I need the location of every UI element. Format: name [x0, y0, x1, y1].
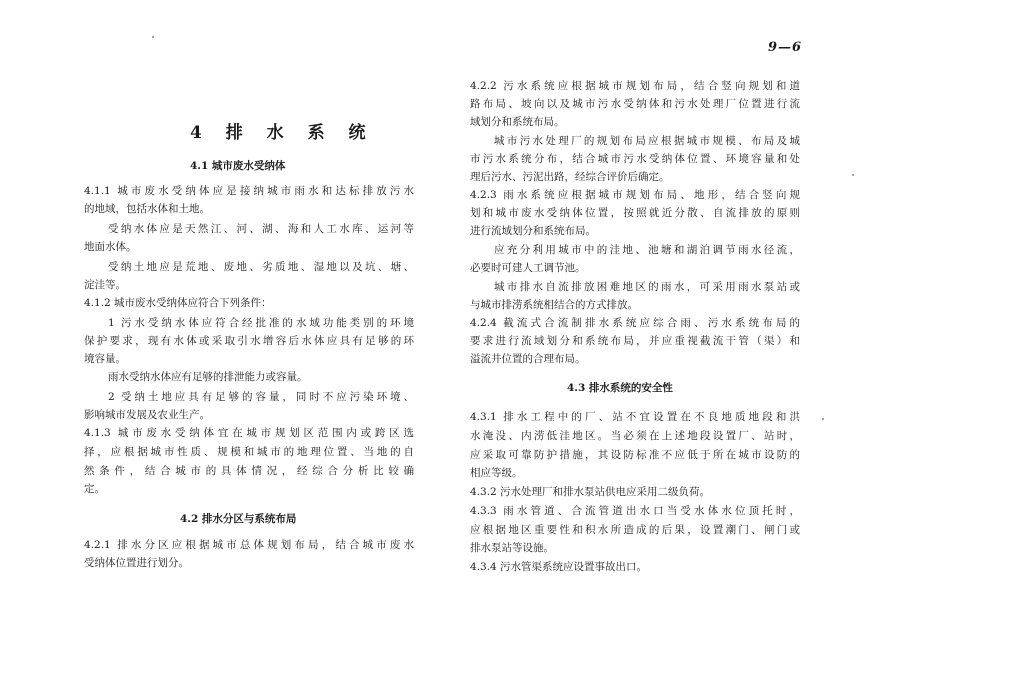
paragraph-line: 应采取可靠防护措施，其设防标准不应低于所在城市设防的: [470, 449, 800, 461]
clause-4-2-2-line-1: 4.2.2 污水系统应根据城市规划布局，结合竖向规划和道: [470, 80, 800, 92]
paragraph-line: 域划分和系统布局。: [470, 116, 565, 128]
paragraph-line: 相应等级。: [470, 467, 523, 479]
paragraph-line: 溢流井位置的合理布局。: [470, 353, 586, 365]
paragraph-line: 受纳土地应是荒地、废地、劣质地、湿地以及坑、塘、: [108, 261, 414, 273]
paragraph-line: 必要时可建人工调节池。: [470, 262, 586, 274]
paragraph-line: 与城市排涝系统相结合的方式排放。: [470, 299, 638, 311]
paragraph-line: 淀洼等。: [84, 279, 126, 291]
paragraph-line: 1 污水受纳水体应符合经批准的水域功能类别的环境: [108, 317, 414, 329]
page-number: 9—6: [768, 40, 803, 55]
clause-4-2-1-line-2: 受纳体位置进行划分。: [84, 557, 189, 569]
chapter-title: 4 排 水 系 统: [190, 123, 375, 143]
clause-4-2-1-line-1: 4.2.1 排水分区应根据城市总体规划布局，结合城市废水: [84, 539, 414, 551]
clause-4-3-1-line-1: 4.3.1 排水工程中的厂、站不宜设置在不良地质地段和洪: [470, 411, 800, 423]
paragraph-line: 要求进行流域划分和系统布局，并应重视截流干管（渠）和: [470, 335, 800, 347]
paragraph-line: 境容量。: [84, 353, 126, 365]
paragraph-line: 市污水系统分布，结合城市污水受纳体位置、环境容量和处: [470, 153, 800, 165]
clause-4-2-4-line-1: 4.2.4 截流式合流制排水系统应综合雨、污水系统布局的: [470, 317, 800, 329]
clause-4-1-3-line-1: 4.1.3 城市废水受纳体宜在城市规划区范围内或跨区选: [84, 427, 414, 439]
paragraph-line: 路布局、坡向以及城市污水受纳体和污水处理厂位置进行流: [470, 98, 800, 110]
paragraph-line: 理后污水、污泥出路，经综合评价后确定。: [470, 171, 670, 183]
section-heading-4-2: 4.2 排水分区与系统布局: [180, 513, 297, 525]
clause-4-2-3-line-1: 4.2.3 雨水系统应根据城市规划布局、地形，结合竖向规: [470, 189, 800, 201]
paragraph-line: 应充分利用城市中的洼地、池塘和湖泊调节雨水径流，: [494, 244, 800, 256]
scan-speck: [852, 174, 854, 176]
paragraph-line: 定。: [84, 483, 105, 495]
clause-4-1-2-line-1: 4.1.2 城市废水受纳体应符合下列条件：: [84, 297, 272, 309]
paragraph-line: 影响城市发展及农业生产。: [84, 409, 210, 421]
paragraph-line: 水淹没、内涝低洼地区。当必须在上述地段设置厂、站时，: [470, 430, 800, 442]
paragraph-line: 排水泵站等设施。: [470, 542, 554, 554]
paragraph-line: 划和城市废水受纳体位置，按照就近分散、自流排放的原则: [470, 207, 800, 219]
paragraph-line: 城市排水自流排放困难地区的雨水，可采用雨水泵站或: [494, 281, 800, 293]
paragraph-line: 地面水体。: [84, 241, 137, 253]
scan-speck: [152, 36, 154, 38]
paragraph-line: 受纳水体应是天然江、河、湖、海和人工水库、运河等: [108, 223, 414, 235]
clause-4-1-1-line-1: 4.1.1 城市废水受纳体应是接纳城市雨水和达标排放污水: [84, 185, 414, 197]
scan-speck: [822, 418, 824, 420]
clause-4-1-1-line-2: 的地域，包括水体和土地。: [84, 203, 210, 215]
paragraph-line: 2 受纳土地应具有足够的容量，同时不应污染环境、: [108, 391, 414, 403]
clause-4-3-2-line-1: 4.3.2 污水处理厂和排水泵站供电应采用二级负荷。: [470, 486, 711, 498]
clause-4-3-3-line-1: 4.3.3 雨水管道、合流管道出水口当受水体水位顶托时，: [470, 505, 800, 517]
paragraph-line: 雨水受纳水体应有足够的排泄能力或容量。: [108, 371, 308, 383]
paragraph-line: 应根据地区重要性和积水所造成的后果，设置潮门、闸门或: [470, 524, 800, 536]
section-heading-4-3: 4.3 排水系统的安全性: [567, 382, 673, 394]
section-heading-4-1: 4.1 城市废水受纳体: [190, 160, 286, 172]
paragraph-line: 城市污水处理厂的规划布局应根据城市规模、布局及城: [494, 135, 800, 147]
paragraph-line: 择，应根据城市性质、规模和城市的地理位置、当地的自: [84, 446, 414, 458]
paragraph-line: 进行流域划分和系统布局。: [470, 225, 596, 237]
paragraph-line: 然条件，结合城市的具体情况，经综合分析比较确: [84, 465, 414, 477]
paragraph-line: 保护要求，现有水体或采取引水增容后水体应具有足够的环: [84, 335, 414, 347]
clause-4-3-4-line-1: 4.3.4 污水管渠系统应设置事故出口。: [470, 561, 648, 573]
